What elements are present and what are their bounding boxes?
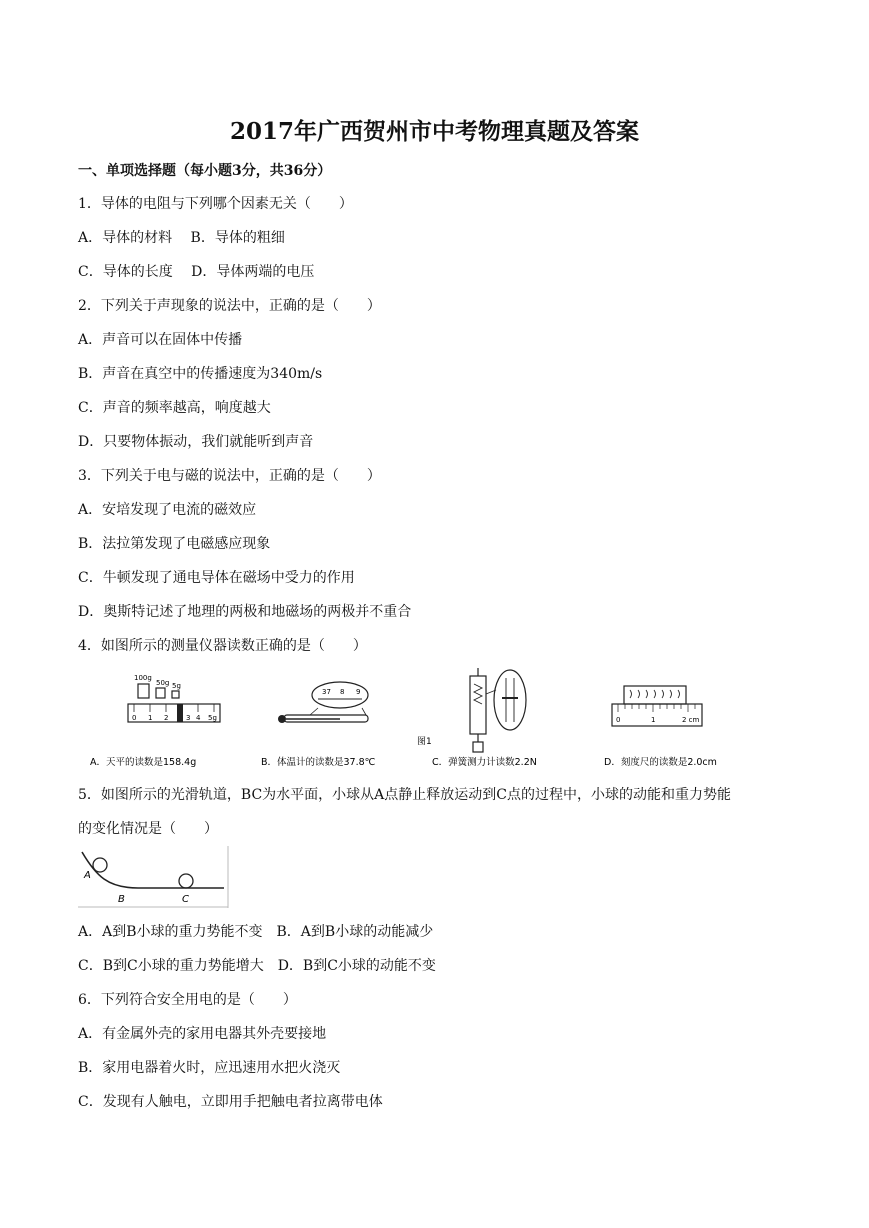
weight-100g-label: 100g xyxy=(134,674,152,682)
q4-stem: 4．如图所示的测量仪器读数正确的是（ ） xyxy=(78,638,367,654)
fig-option-a: A．天平的读数是158.4g xyxy=(90,757,197,768)
q3-option-d: D．奥斯特记述了地理的两极和地磁场的两极并不重合 xyxy=(78,604,412,620)
q5-options-ab: A．A到B小球的重力势能不变 B．A到B小球的动能减少 xyxy=(78,924,434,940)
weight-5g-label: 5g xyxy=(172,682,181,690)
track-label-b: B xyxy=(118,894,125,905)
q1-stem: 1．导体的电阻与下列哪个因素无关（ ） xyxy=(78,196,353,212)
balance-tick-4: 4 xyxy=(196,714,201,722)
q1-options-cd: C．导体的长度 D．导体两端的电压 xyxy=(78,264,315,280)
q2-option-d: D．只要物体振动，我们就能听到声音 xyxy=(78,434,314,450)
balance-tick-3: 3 xyxy=(186,714,191,722)
balance-tick-1: 1 xyxy=(148,714,153,722)
q5-stem-line2: 的变化情况是（ ） xyxy=(78,821,218,837)
q6-option-a: A．有金属外壳的家用电器其外壳要接地 xyxy=(78,1026,327,1042)
balance-tick-5g: 5g xyxy=(208,714,217,722)
track-figure xyxy=(78,846,230,908)
q2-stem: 2．下列关于声现象的说法中，正确的是（ ） xyxy=(78,298,381,314)
q3-option-a: A．安培发现了电流的磁效应 xyxy=(78,502,257,518)
ruler-tick-2cm: 2 cm xyxy=(682,716,700,724)
track-label-c: C xyxy=(182,894,189,905)
figure-caption: 图1 xyxy=(417,737,432,747)
section-heading: 一、单项选择题（每小题3分，共36分） xyxy=(78,163,332,179)
figure-1-instruments xyxy=(78,664,796,772)
q5-options-cd: C．B到C小球的重力势能增大 D．B到C小球的动能不变 xyxy=(78,958,436,974)
q3-stem: 3．下列关于电与磁的说法中，正确的是（ ） xyxy=(78,468,381,484)
thermo-tick-37: 37 xyxy=(322,688,331,696)
thermo-tick-9: 9 xyxy=(356,688,361,696)
q6-stem: 6．下列符合安全用电的是（ ） xyxy=(78,992,297,1008)
fig-option-c: C．弹簧测力计读数2.2N xyxy=(432,757,537,768)
ruler-figure xyxy=(612,686,702,726)
balance-figure xyxy=(128,674,220,722)
q2-option-c: C．声音的频率越高，响度越大 xyxy=(78,400,271,416)
balance-tick-0: 0 xyxy=(132,714,137,722)
q2-option-b: B．声音在真空中的传播速度为340m/s xyxy=(78,366,323,382)
spring-scale-figure xyxy=(470,668,526,752)
fig-option-d: D．刻度尺的读数是2.0cm xyxy=(604,757,717,768)
thermometer-figure xyxy=(278,682,368,723)
ruler-tick-0: 0 xyxy=(616,716,621,724)
q2-option-a: A．声音可以在固体中传播 xyxy=(78,332,243,348)
q5-stem-line1: 5．如图所示的光滑轨道，BC为水平面，小球从A点静止释放运动到C点的过程中，小球的动能和重力势能 xyxy=(78,787,731,803)
document-title: 2017年广西贺州市中考物理真题及答案 xyxy=(229,118,639,145)
q3-option-b: B．法拉第发现了电磁感应现象 xyxy=(78,536,271,552)
weight-50g-label: 50g xyxy=(156,679,170,687)
q6-option-b: B．家用电器着火时，应迅速用水把火浇灭 xyxy=(78,1060,341,1076)
q6-option-c: C．发现有人触电，立即用手把触电者拉离带电体 xyxy=(78,1094,383,1110)
balance-tick-2: 2 xyxy=(164,714,169,722)
track-label-a: A xyxy=(84,870,91,881)
fig-option-b: B．体温计的读数是37.8℃ xyxy=(261,757,376,768)
ruler-tick-1: 1 xyxy=(651,716,656,724)
q1-options-ab: A．导体的材料 B．导体的粗细 xyxy=(78,230,285,246)
q3-option-c: C．牛顿发现了通电导体在磁场中受力的作用 xyxy=(78,570,355,586)
thermo-tick-8: 8 xyxy=(340,688,345,696)
